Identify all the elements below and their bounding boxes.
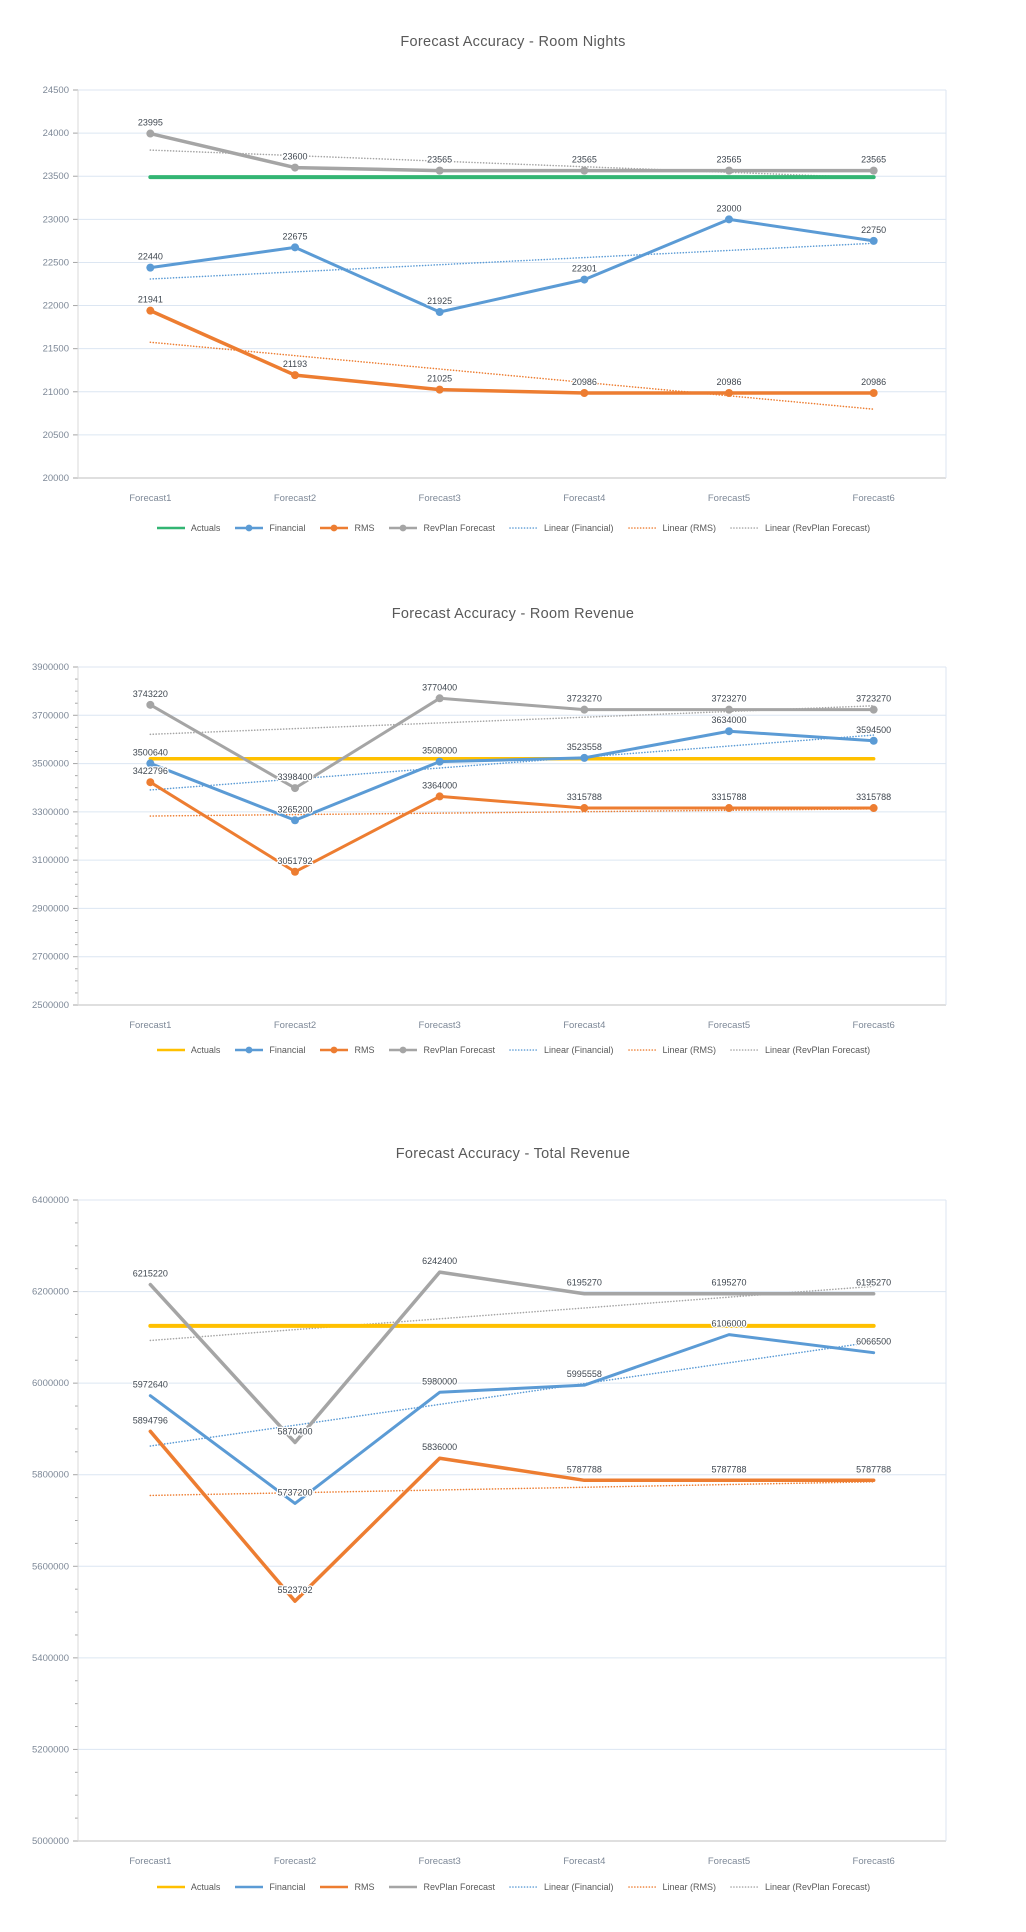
data-label-rms: 5787788 <box>711 1464 747 1475</box>
data-label-rms: 21193 <box>282 359 308 370</box>
total-revenue-chart <box>0 1130 1026 1902</box>
data-point-rms <box>580 389 588 397</box>
legend-label: Linear (Financial) <box>543 523 614 533</box>
data-label-financial: 3265200 <box>277 804 313 815</box>
legend-item-rms <box>319 1045 374 1055</box>
legend-swatch-linear-financial <box>509 1882 539 1892</box>
data-point-rms <box>146 778 154 786</box>
data-label-rms: 20986 <box>571 376 597 387</box>
x-category-label: Forecast4 <box>563 1856 606 1867</box>
trendline-financial <box>150 243 873 279</box>
trendline-rms <box>150 342 873 409</box>
legend-label: Financial <box>269 1882 306 1892</box>
data-point-rms <box>436 386 444 394</box>
data-label-revplan-forecast: 3723270 <box>711 693 747 704</box>
chart-canvas <box>0 68 1026 513</box>
legend-swatch-actuals <box>156 1045 186 1055</box>
data-label-rms: 3422796 <box>132 766 168 777</box>
data-label-financial: 5737200 <box>277 1487 313 1498</box>
x-category-label: Forecast1 <box>129 493 172 504</box>
legend-marker <box>331 1047 338 1054</box>
data-point-revplan-forecast <box>870 706 878 714</box>
data-point-revplan-forecast <box>870 167 878 175</box>
series-line-financial <box>150 219 873 312</box>
data-point-financial <box>146 264 154 272</box>
y-axis-label: 2700000 <box>32 951 69 963</box>
trendline-rms <box>150 1482 873 1496</box>
y-axis-label: 3500000 <box>32 758 69 770</box>
legend-item-actuals <box>156 1045 221 1055</box>
legend-item-linear-revplan-forecast <box>730 523 870 533</box>
data-point-revplan-forecast <box>725 706 733 714</box>
y-axis-label: 22000 <box>42 300 69 312</box>
legend-label: Linear (Financial) <box>543 1045 614 1055</box>
legend-swatch-revplan-forecast <box>388 1882 418 1892</box>
data-label-rms: 20986 <box>716 376 742 387</box>
data-point-financial <box>725 727 733 735</box>
data-label-revplan-forecast: 23995 <box>137 117 163 128</box>
x-category-label: Forecast1 <box>129 1020 172 1031</box>
legend-swatch-linear-revplan-forecast <box>730 523 760 533</box>
legend-item-linear-rms <box>628 1045 717 1055</box>
y-axis-label: 2500000 <box>32 1000 69 1011</box>
data-point-financial <box>870 737 878 745</box>
data-point-financial <box>580 754 588 762</box>
legend-swatch-linear-financial <box>509 1045 539 1055</box>
legend-swatch-linear-revplan-forecast <box>730 1045 760 1055</box>
data-point-revplan-forecast <box>146 130 154 138</box>
legend-swatch-rms <box>319 523 349 533</box>
x-category-label: Forecast6 <box>852 1856 895 1867</box>
room-revenue-chart <box>0 590 1026 1065</box>
data-label-rms: 5787788 <box>566 1464 602 1475</box>
legend-swatch-rms <box>319 1045 349 1055</box>
data-point-financial <box>291 243 299 251</box>
data-point-revplan-forecast <box>146 701 154 709</box>
data-label-revplan-forecast: 23600 <box>282 151 308 162</box>
data-point-revplan-forecast <box>725 167 733 175</box>
legend-label: Linear (Financial) <box>543 1882 614 1892</box>
legend-marker <box>246 1047 253 1054</box>
data-point-rms <box>870 804 878 812</box>
legend-item-linear-financial <box>509 1045 614 1055</box>
chart-title: Forecast Accuracy - Room Nights <box>400 34 626 50</box>
data-label-revplan-forecast: 23565 <box>716 154 742 165</box>
data-label-rms: 3315788 <box>711 792 747 803</box>
data-label-rms: 5787788 <box>856 1464 892 1475</box>
legend-label: Financial <box>269 1045 306 1055</box>
data-label-revplan-forecast: 3723270 <box>566 693 602 704</box>
x-category-label: Forecast2 <box>273 1856 317 1867</box>
data-label-rms: 20986 <box>861 376 887 387</box>
legend-swatch-linear-rms <box>628 1045 658 1055</box>
data-label-revplan-forecast: 3743220 <box>132 688 168 699</box>
legend-label: Linear (RMS) <box>662 1882 717 1892</box>
y-axis-label: 3700000 <box>32 710 69 722</box>
y-axis-label: 5800000 <box>32 1469 69 1481</box>
chart-canvas <box>0 1180 1026 1872</box>
legend-label: Actuals <box>190 1045 221 1055</box>
chart-title: Forecast Accuracy - Total Revenue <box>395 1146 631 1162</box>
data-label-rms: 5523792 <box>277 1585 313 1596</box>
y-axis-label: 24000 <box>42 128 69 140</box>
data-label-financial: 3634000 <box>711 715 747 726</box>
legend-label: RMS <box>354 1045 375 1055</box>
data-label-revplan-forecast: 5870400 <box>277 1426 313 1437</box>
series-line-rms <box>150 311 873 393</box>
legend-swatch-actuals <box>156 1882 186 1892</box>
legend-swatch-linear-revplan-forecast <box>730 1882 760 1892</box>
data-point-revplan-forecast <box>580 706 588 714</box>
data-label-financial: 22440 <box>137 251 163 262</box>
data-point-financial <box>436 758 444 766</box>
data-label-revplan-forecast: 23565 <box>427 154 453 165</box>
x-category-label: Forecast6 <box>852 1020 895 1031</box>
data-label-revplan-forecast: 23565 <box>861 154 887 165</box>
data-label-financial: 3500640 <box>132 747 168 758</box>
legend-label: Linear (RevPlan Forecast) <box>765 1045 871 1055</box>
x-category-label: Forecast4 <box>563 1020 606 1031</box>
data-label-financial: 6066500 <box>856 1336 892 1347</box>
legend-item-linear-rms <box>628 523 717 533</box>
data-point-revplan-forecast <box>291 784 299 792</box>
data-label-revplan-forecast: 3723270 <box>856 693 892 704</box>
data-label-rms: 5836000 <box>422 1442 458 1453</box>
legend-swatch-linear-rms <box>628 1882 658 1892</box>
data-label-rms: 3051792 <box>277 855 313 866</box>
x-category-label: Forecast2 <box>273 493 317 504</box>
data-point-rms <box>725 389 733 397</box>
data-label-financial: 5995558 <box>566 1369 602 1380</box>
legend-item-revplan-forecast <box>388 1045 495 1055</box>
x-category-label: Forecast5 <box>707 493 751 504</box>
data-point-rms <box>725 804 733 812</box>
legend-item-financial <box>234 523 305 533</box>
series-line-revplan-forecast <box>150 134 873 171</box>
x-category-label: Forecast5 <box>707 1856 751 1867</box>
data-point-rms <box>580 804 588 812</box>
data-label-rms: 21025 <box>427 373 453 384</box>
data-label-revplan-forecast: 6195270 <box>711 1277 747 1288</box>
data-label-financial: 23000 <box>716 203 742 214</box>
data-label-revplan-forecast: 6195270 <box>856 1277 892 1288</box>
legend-swatch-linear-financial <box>509 523 539 533</box>
data-point-rms <box>146 307 154 315</box>
chart-plot-area <box>0 640 1026 1035</box>
data-point-financial <box>291 816 299 824</box>
chart-canvas <box>0 640 1026 1035</box>
x-category-label: Forecast4 <box>563 493 606 504</box>
chart-legend <box>0 1872 1026 1902</box>
legend-swatch-linear-rms <box>628 523 658 533</box>
chart-plot-area <box>0 1180 1026 1872</box>
data-point-rms <box>291 868 299 876</box>
data-label-financial: 22750 <box>861 224 887 235</box>
y-axis-label: 24500 <box>42 85 69 96</box>
y-axis-label: 5600000 <box>32 1561 69 1573</box>
y-axis-label: 21500 <box>42 343 69 355</box>
legend-label: Linear (RevPlan Forecast) <box>765 1882 871 1892</box>
legend-swatch-rms <box>319 1882 349 1892</box>
series-line-rms <box>150 1431 873 1601</box>
data-label-financial: 3508000 <box>422 745 458 756</box>
legend-item-revplan-forecast <box>388 1882 495 1892</box>
legend-item-revplan-forecast <box>388 523 495 533</box>
data-point-financial <box>436 308 444 316</box>
x-category-label: Forecast3 <box>418 1856 461 1867</box>
trendline-revplan-forecast <box>150 150 873 178</box>
trendline-rms <box>150 809 873 816</box>
data-point-rms <box>436 792 444 800</box>
series-line-revplan-forecast <box>150 698 873 791</box>
legend-item-rms <box>319 1882 374 1892</box>
data-label-revplan-forecast: 6195270 <box>566 1277 602 1288</box>
legend-marker <box>400 1047 407 1054</box>
x-category-label: Forecast3 <box>418 1020 461 1031</box>
legend-label: Linear (RMS) <box>662 1045 717 1055</box>
data-point-revplan-forecast <box>436 694 444 702</box>
data-point-financial <box>870 237 878 245</box>
chart-plot-area <box>0 68 1026 513</box>
y-axis-label: 3900000 <box>32 662 69 673</box>
legend-item-linear-revplan-forecast <box>730 1045 870 1055</box>
legend-item-linear-financial <box>509 523 614 533</box>
y-axis-label: 20500 <box>42 429 69 441</box>
y-axis-label: 5000000 <box>32 1836 69 1847</box>
data-point-revplan-forecast <box>436 167 444 175</box>
x-category-label: Forecast1 <box>129 1856 172 1867</box>
data-label-revplan-forecast: 3398400 <box>277 772 313 783</box>
legend-label: Linear (RevPlan Forecast) <box>765 523 871 533</box>
legend-item-linear-rms <box>628 1882 717 1892</box>
data-label-rms: 3315788 <box>856 792 892 803</box>
legend-label: Linear (RMS) <box>662 523 717 533</box>
legend-item-financial <box>234 1045 305 1055</box>
legend-label: Financial <box>269 523 306 533</box>
legend-item-linear-financial <box>509 1882 614 1892</box>
legend-item-linear-revplan-forecast <box>730 1882 870 1892</box>
y-axis-label: 20000 <box>42 473 69 484</box>
legend-label: RMS <box>354 1882 375 1892</box>
chart-legend <box>0 1035 1026 1065</box>
data-label-revplan-forecast: 3770400 <box>422 682 458 693</box>
data-label-revplan-forecast: 6242400 <box>422 1256 458 1267</box>
legend-item-actuals <box>156 1882 221 1892</box>
legend-marker <box>331 525 338 532</box>
x-category-label: Forecast5 <box>707 1020 751 1031</box>
y-axis-label: 23000 <box>42 214 69 226</box>
legend-label: Actuals <box>190 523 221 533</box>
x-category-label: Forecast6 <box>852 493 895 504</box>
legend-marker <box>246 525 253 532</box>
data-point-revplan-forecast <box>291 164 299 172</box>
data-label-financial: 22675 <box>282 231 308 242</box>
data-point-revplan-forecast <box>580 167 588 175</box>
trendline-financial <box>150 735 873 790</box>
y-axis-label: 2900000 <box>32 903 69 915</box>
room-nights-chart <box>0 18 1026 543</box>
data-point-financial <box>725 215 733 223</box>
legend-item-rms <box>319 523 374 533</box>
legend-marker <box>400 525 407 532</box>
y-axis-label: 21000 <box>42 386 69 398</box>
series-line-rms <box>150 782 873 872</box>
data-label-financial: 3523558 <box>566 741 602 752</box>
y-axis-label: 6200000 <box>32 1286 69 1298</box>
data-label-rms: 5894796 <box>132 1415 168 1426</box>
y-axis-label: 3300000 <box>32 806 69 818</box>
y-axis-label: 22500 <box>42 257 69 269</box>
trendline-financial <box>150 1342 873 1446</box>
data-label-rms: 3364000 <box>422 780 458 791</box>
data-label-financial: 5972640 <box>132 1379 168 1390</box>
data-label-financial: 21925 <box>427 296 453 307</box>
legend-swatch-financial <box>234 1882 264 1892</box>
chart-title: Forecast Accuracy - Room Revenue <box>391 606 635 622</box>
data-label-rms: 3315788 <box>566 792 602 803</box>
legend-item-financial <box>234 1882 305 1892</box>
legend-label: RMS <box>354 523 375 533</box>
data-point-rms <box>870 389 878 397</box>
data-label-financial: 5980000 <box>422 1376 458 1387</box>
legend-item-actuals <box>156 523 221 533</box>
legend-label: RevPlan Forecast <box>423 523 495 533</box>
legend-swatch-revplan-forecast <box>388 1045 418 1055</box>
data-label-financial: 3594500 <box>856 724 892 735</box>
legend-label: RevPlan Forecast <box>423 1882 495 1892</box>
y-axis-label: 23500 <box>42 171 69 183</box>
y-axis-label: 3100000 <box>32 855 69 867</box>
legend-swatch-revplan-forecast <box>388 523 418 533</box>
legend-label: Actuals <box>190 1882 221 1892</box>
y-axis-label: 5200000 <box>32 1744 69 1756</box>
y-axis-label: 6400000 <box>32 1195 69 1206</box>
legend-swatch-actuals <box>156 523 186 533</box>
x-category-label: Forecast2 <box>273 1020 317 1031</box>
legend-swatch-financial <box>234 1045 264 1055</box>
y-axis-label: 6000000 <box>32 1378 69 1390</box>
legend-label: RevPlan Forecast <box>423 1045 495 1055</box>
data-label-revplan-forecast: 23565 <box>571 154 597 165</box>
chart-legend <box>0 513 1026 543</box>
legend-swatch-financial <box>234 523 264 533</box>
data-point-financial <box>580 276 588 284</box>
series-line-financial <box>150 1335 873 1504</box>
x-category-label: Forecast3 <box>418 493 461 504</box>
data-label-rms: 21941 <box>137 294 163 305</box>
y-axis-label: 5400000 <box>32 1652 69 1664</box>
data-label-financial: 22301 <box>571 263 597 274</box>
data-label-revplan-forecast: 6215220 <box>132 1268 168 1279</box>
data-point-rms <box>291 371 299 379</box>
data-label-financial: 6106000 <box>711 1318 747 1329</box>
